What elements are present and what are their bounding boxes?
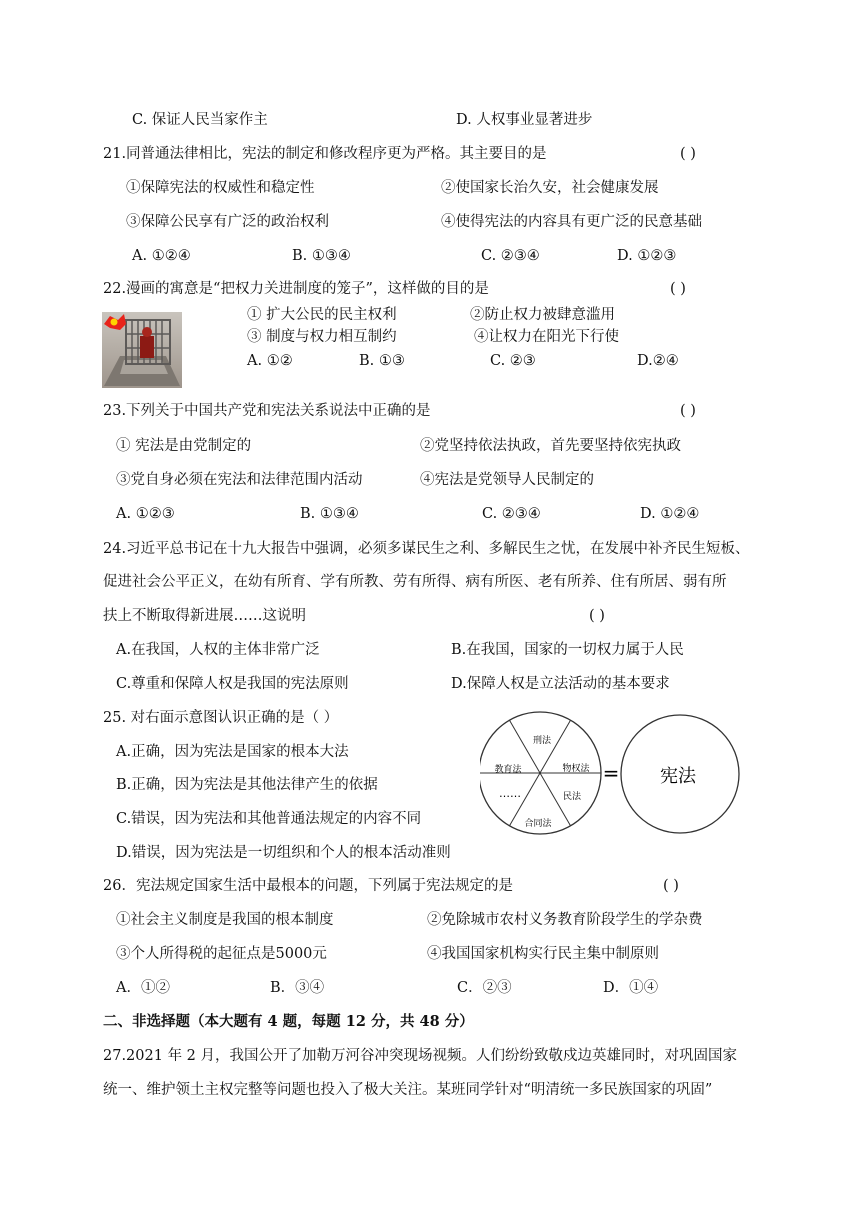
q22-option-a: A. ①② xyxy=(247,353,293,369)
q25-option-d: D.错误，因为宪法是一切组织和个人的根本活动准则 xyxy=(116,845,451,861)
q26-item-3: ③个人所得税的起征点是5000元 xyxy=(116,946,327,962)
segment-label-civil-law: 民法 xyxy=(562,792,582,802)
q24-stem-line-1: 24.习近平总书记在十九大报告中强调，必须多谋民生之利、多解民生之忧，在发展中补齐民生短板、 xyxy=(103,541,750,557)
cage-cartoon-image xyxy=(102,312,182,388)
q26-option-b: B．③④ xyxy=(270,980,325,996)
q21-item-1: ①保障宪法的权威性和稳定性 xyxy=(126,180,315,196)
q26-option-d: D．①④ xyxy=(603,980,659,996)
q21-option-b: B. ①③④ xyxy=(292,248,351,264)
q22-option-d: D.②④ xyxy=(637,353,679,369)
q26-item-1: ①社会主义制度是我国的根本制度 xyxy=(116,912,334,928)
q23-answer-paren: ( ) xyxy=(680,403,696,419)
equals-sign: = xyxy=(602,761,620,785)
q26-option-a: A．①② xyxy=(116,980,170,996)
q22-stem: 22.漫画的寓意是“把权力关进制度的笼子”，这样做的目的是 xyxy=(103,281,489,297)
q25-stem: 25. 对右面示意图认识正确的是（ ） xyxy=(103,710,339,726)
segment-label-criminal-law: 刑法 xyxy=(532,736,552,746)
q26-item-2: ②免除城市农村义务教育阶段学生的学杂费 xyxy=(427,912,703,928)
q24-stem-line-2: 促进社会公平正义，在幼有所育、学有所教、劳有所得、病有所医、老有所养、住有所居、弱有所 xyxy=(103,574,727,590)
segment-label-contract-law: 合同法 xyxy=(524,819,552,829)
q24-answer-paren: ( ) xyxy=(589,608,605,624)
q26-answer-paren: ( ) xyxy=(663,878,679,894)
q22-option-c: C. ②③ xyxy=(490,353,536,369)
q27-stem-line-2: 统一、维护领土主权完整等问题也投入了极大关注。某班同学针对“明清统一多民族国家的巩固” xyxy=(103,1082,713,1098)
q26-stem: 26．宪法规定国家生活中最根本的问题，下列属于宪法规定的是 xyxy=(103,878,513,894)
q21-item-3: ③保障公民享有广泛的政治权利 xyxy=(126,214,329,230)
segment-label-education-law: 教育法 xyxy=(494,765,522,775)
q21-option-c: C. ②③④ xyxy=(481,248,540,264)
section-2-heading: 二、非选择题（本大题有 4 题，每题 12 分，共 48 分） xyxy=(103,1013,474,1030)
q26-option-c: C．②③ xyxy=(457,980,512,996)
q22-item-1: ① 扩大公民的民主权利 xyxy=(247,307,397,323)
constitution-label: 宪法 xyxy=(660,766,696,787)
law-constitution-diagram xyxy=(480,706,740,840)
q21-option-a: A. ①②④ xyxy=(132,248,191,264)
q26-item-4: ④我国国家机构实行民主集中制原则 xyxy=(427,946,659,962)
q21-item-4: ④使得宪法的内容具有更广泛的民意基础 xyxy=(441,214,702,230)
q25-option-c: C.错误，因为宪法和其他普通法规定的内容不同 xyxy=(116,811,422,827)
q24-option-c: C.尊重和保障人权是我国的宪法原则 xyxy=(116,676,349,692)
q23-option-a: A. ①②③ xyxy=(116,506,175,522)
q20-option-d: D. 人权事业显著进步 xyxy=(456,112,593,128)
q23-option-c: C. ②③④ xyxy=(482,506,541,522)
q23-stem: 23.下列关于中国共产党和宪法关系说法中正确的是 xyxy=(103,403,431,419)
q24-option-d: D.保障人权是立法活动的基本要求 xyxy=(451,676,670,692)
q21-answer-paren: ( ) xyxy=(680,146,696,162)
q22-answer-paren: ( ) xyxy=(670,281,686,297)
segment-label-ellipsis: …… xyxy=(499,787,521,800)
q22-item-2: ②防止权力被肆意滥用 xyxy=(470,307,615,323)
q23-item-2: ②党坚持依法执政，首先要坚持依宪执政 xyxy=(420,438,681,454)
q21-option-d: D. ①②③ xyxy=(617,248,677,264)
q22-option-b: B. ①③ xyxy=(359,353,405,369)
q23-item-3: ③党自身必须在宪法和法律范围内活动 xyxy=(116,472,363,488)
q24-stem-line-3: 扶上不断取得新进展……这说明 xyxy=(103,608,306,624)
q21-item-2: ②使国家长治久安，社会健康发展 xyxy=(441,180,659,196)
q24-option-a: A.在我国，人权的主体非常广泛 xyxy=(116,642,320,658)
q25-option-b: B.正确，因为宪法是其他法律产生的依据 xyxy=(116,777,378,793)
q27-stem-line-1: 27.2021 年 2 月，我国公开了加勒万河谷冲突现场视频。人们纷纷致敬戍边英雄同时，对巩固国家 xyxy=(103,1048,738,1064)
q21-stem: 21.同普通法律相比，宪法的制定和修改程序更为严格。其主要目的是 xyxy=(103,146,547,162)
q23-item-1: ① 宪法是由党制定的 xyxy=(116,438,252,454)
q23-item-4: ④宪法是党领导人民制定的 xyxy=(420,472,594,488)
q20-option-c: C. 保证人民当家作主 xyxy=(132,112,268,128)
q25-option-a: A.正确，因为宪法是国家的根本大法 xyxy=(116,744,349,760)
q23-option-b: B. ①③④ xyxy=(300,506,359,522)
q22-item-4: ④让权力在阳光下行使 xyxy=(474,329,619,345)
segment-label-property-law: 物权法 xyxy=(562,764,590,774)
q23-option-d: D. ①②④ xyxy=(640,506,700,522)
q22-item-3: ③ 制度与权力相互制约 xyxy=(247,329,397,345)
q24-option-b: B.在我国，国家的一切权力属于人民 xyxy=(451,642,684,658)
